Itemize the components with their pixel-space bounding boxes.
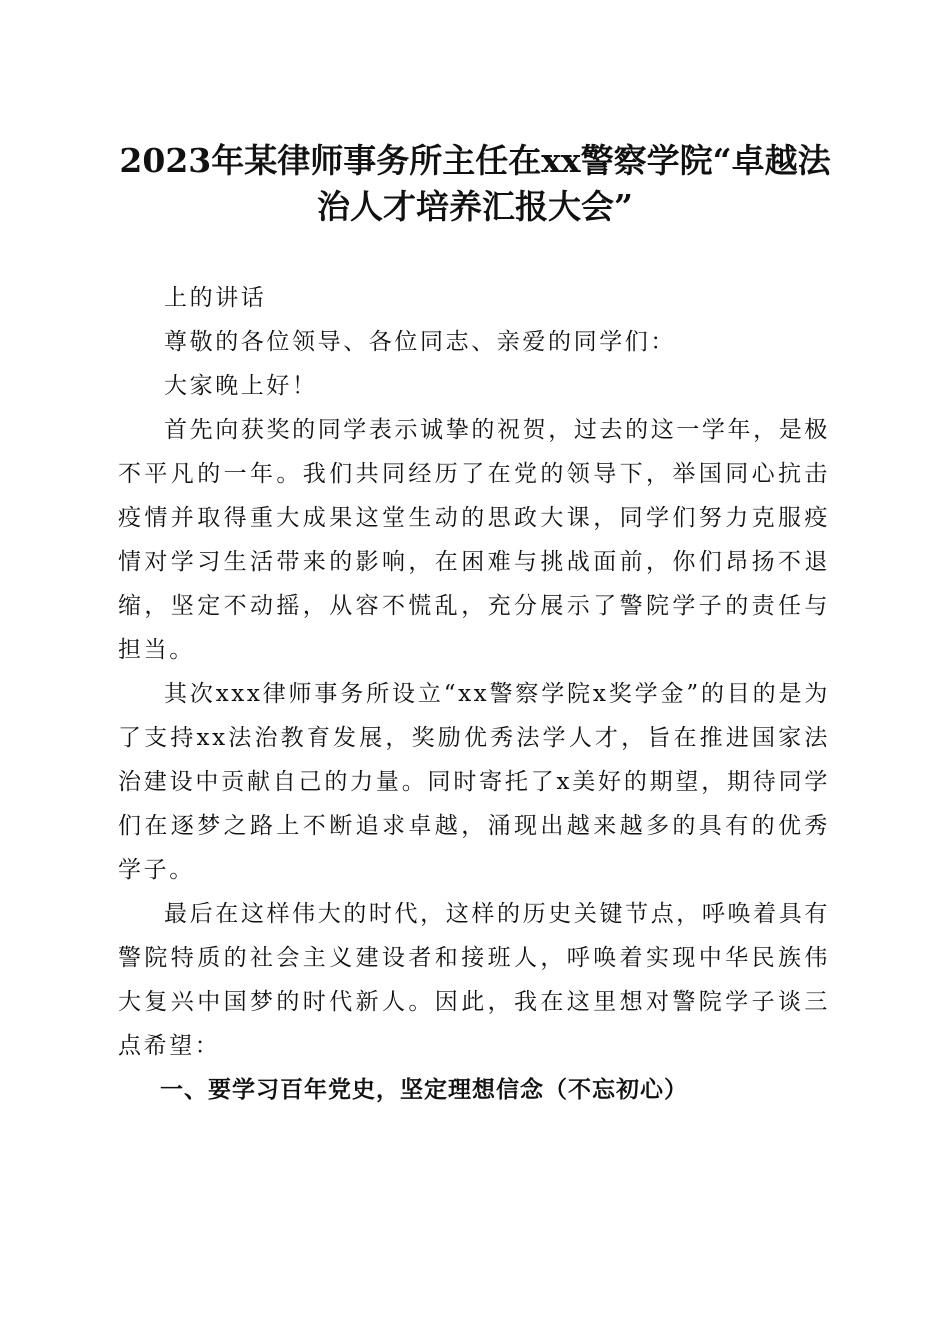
paragraph-subtitle: 上的讲话 [164,285,267,311]
section-heading: 一、要学习百年党史，坚定理想信念（不忘初心） [160,1077,688,1103]
paragraph-first: 首先向获奖的同学表示诚挚的祝贺，过去的这一学年，是极不平凡的一年。我们共同经历了在党的领导下，举国同心抗击疫情并取得重大成果这堂生动的思政大课，同学们努力克服疫情对学习生活带来的影响，在困难与挑战面前，你们昂扬不退缩，坚定不动摇，从容不慌乱，充分展示了警院学子的责任与担当。 [118,417,830,663]
paragraph-third: 最后在这样伟大的时代，这样的历史关键节点，呼唤着具有警院特质的社会主义建设者和接班人，呼唤着实现中华民族伟大复兴中国梦的时代新人。因此，我在这里想对警院学子谈三点希望： [118,901,830,1059]
paragraph-greeting: 大家晚上好！ [164,373,318,399]
paragraph-salutation: 尊敬的各位领导、各位同志、亲爱的同学们： [164,329,676,355]
paragraph-second: 其次xxx律师事务所设立“xx警察学院x奖学金”的目的是为了支持xx法治教育发展，奖励优秀法学人才，旨在推进国家法治建设中贡献自己的力量。同时寄托了x美好的期望，期待同学们在逐梦之路上不断追求卓越，涌现出越来越多的具有的优秀学子。 [118,681,830,883]
document-title: 2023年某律师事务所主任在xx警察学院“卓越法治人才培养汇报大会” [119,141,831,226]
document-body [118,276,830,1112]
